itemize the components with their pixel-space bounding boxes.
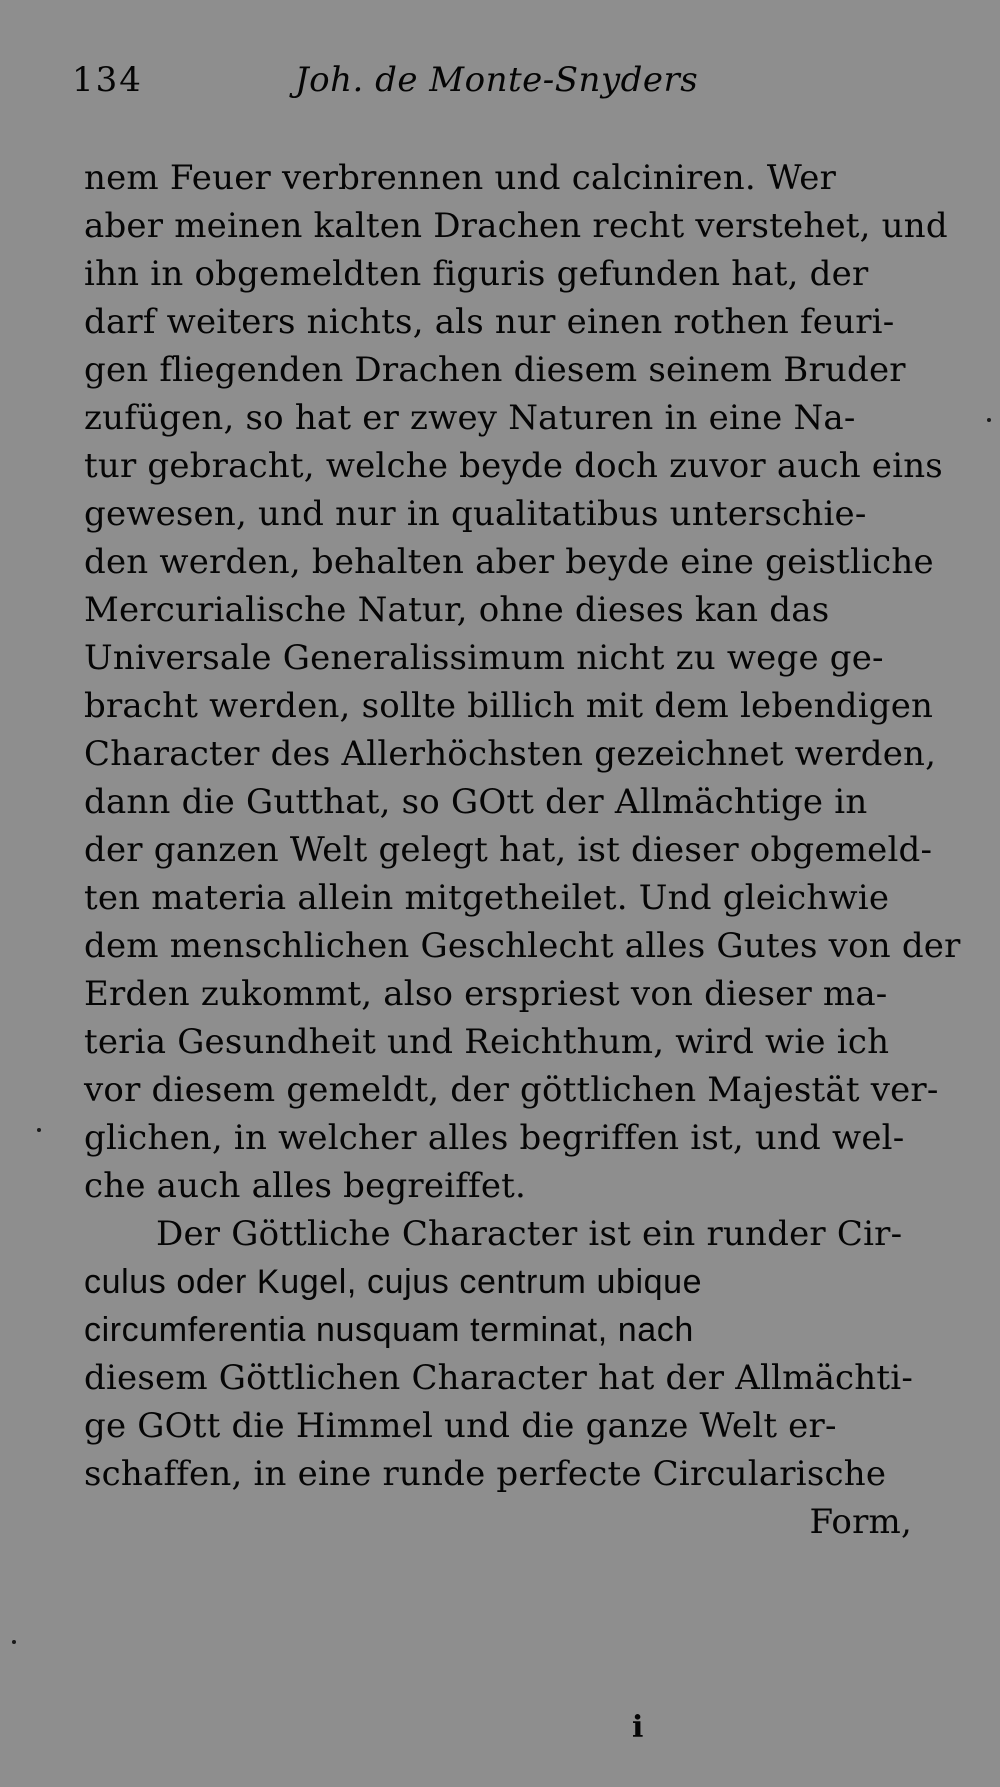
text-line: ihn in obgemeldten figuris gefunden hat, der xyxy=(84,254,869,294)
text-line: der ganzen Welt gelegt hat, ist dieser obgemeld- xyxy=(84,830,933,870)
text-line: gewesen, und nur in qualitatibus unterschie- xyxy=(84,494,867,534)
text-line: nem Feuer verbrennen und calciniren. Wer xyxy=(84,158,837,198)
text-line: aber meinen kalten Drachen recht verstehet, und xyxy=(84,206,948,246)
text-line: glichen, in welcher alles begriffen ist, und wel- xyxy=(84,1118,905,1158)
text-line: Erden zukommt, also erspriest von dieser ma- xyxy=(84,974,888,1014)
text-line: bracht werden, sollte billich mit dem lebendigen xyxy=(84,686,934,726)
text-line: Universale Generalissimum nicht zu wege ge- xyxy=(84,638,884,678)
page-number: 134 xyxy=(72,60,143,100)
text-line: den werden, behalten aber beyde eine geistliche xyxy=(84,542,934,582)
text-line: gen fliegenden Drachen diesem seinem Bruder xyxy=(84,350,906,390)
text-line: dann die Gutthat, so GOtt der Allmächtige in xyxy=(84,782,868,822)
text-line: schaffen, in eine runde perfecte Circularische xyxy=(84,1454,887,1494)
text-line: culus oder Kugel, cujus centrum ubique xyxy=(84,1263,703,1301)
ink-speck xyxy=(987,418,991,422)
ink-speck xyxy=(12,1640,16,1644)
text-line: circumferentia nusquam terminat, nach xyxy=(84,1311,694,1349)
text-line: ten materia allein mitgetheilet. Und gleichwie xyxy=(84,878,890,918)
catchword: i xyxy=(632,1710,644,1745)
text-line: diesem Göttlichen Character hat der Allmächti- xyxy=(84,1358,914,1398)
text-line: Character des Allerhöchsten gezeichnet werden, xyxy=(84,734,937,774)
text-line: darf weiters nichts, als nur einen rothen feuri- xyxy=(84,302,895,342)
text-line: Form, xyxy=(809,1502,912,1542)
text-line: che auch alles begreiffet. xyxy=(84,1166,527,1206)
text-line: teria Gesundheit und Reichthum, wird wie ich xyxy=(84,1022,890,1062)
ink-speck xyxy=(37,1128,41,1132)
text-line: dem menschlichen Geschlecht alles Gutes von der xyxy=(84,926,961,966)
text-line: zufügen, so hat er zwey Naturen in eine Na- xyxy=(84,398,856,438)
text-line: Mercurialische Natur, ohne dieses kan das xyxy=(84,590,830,630)
paragraph-start-line: Der Göttliche Character ist ein runder Cir- xyxy=(156,1214,903,1254)
text-line: ge GOtt die Himmel und die ganze Welt er- xyxy=(84,1406,837,1446)
body-text xyxy=(84,154,961,1546)
text-line: tur gebracht, welche beyde doch zuvor auch eins xyxy=(84,446,943,486)
running-head: Joh. de Monte-Snyders xyxy=(295,60,699,100)
page-header xyxy=(72,52,932,112)
text-line: vor diesem gemeldt, der göttlichen Majestät ver- xyxy=(84,1070,939,1110)
